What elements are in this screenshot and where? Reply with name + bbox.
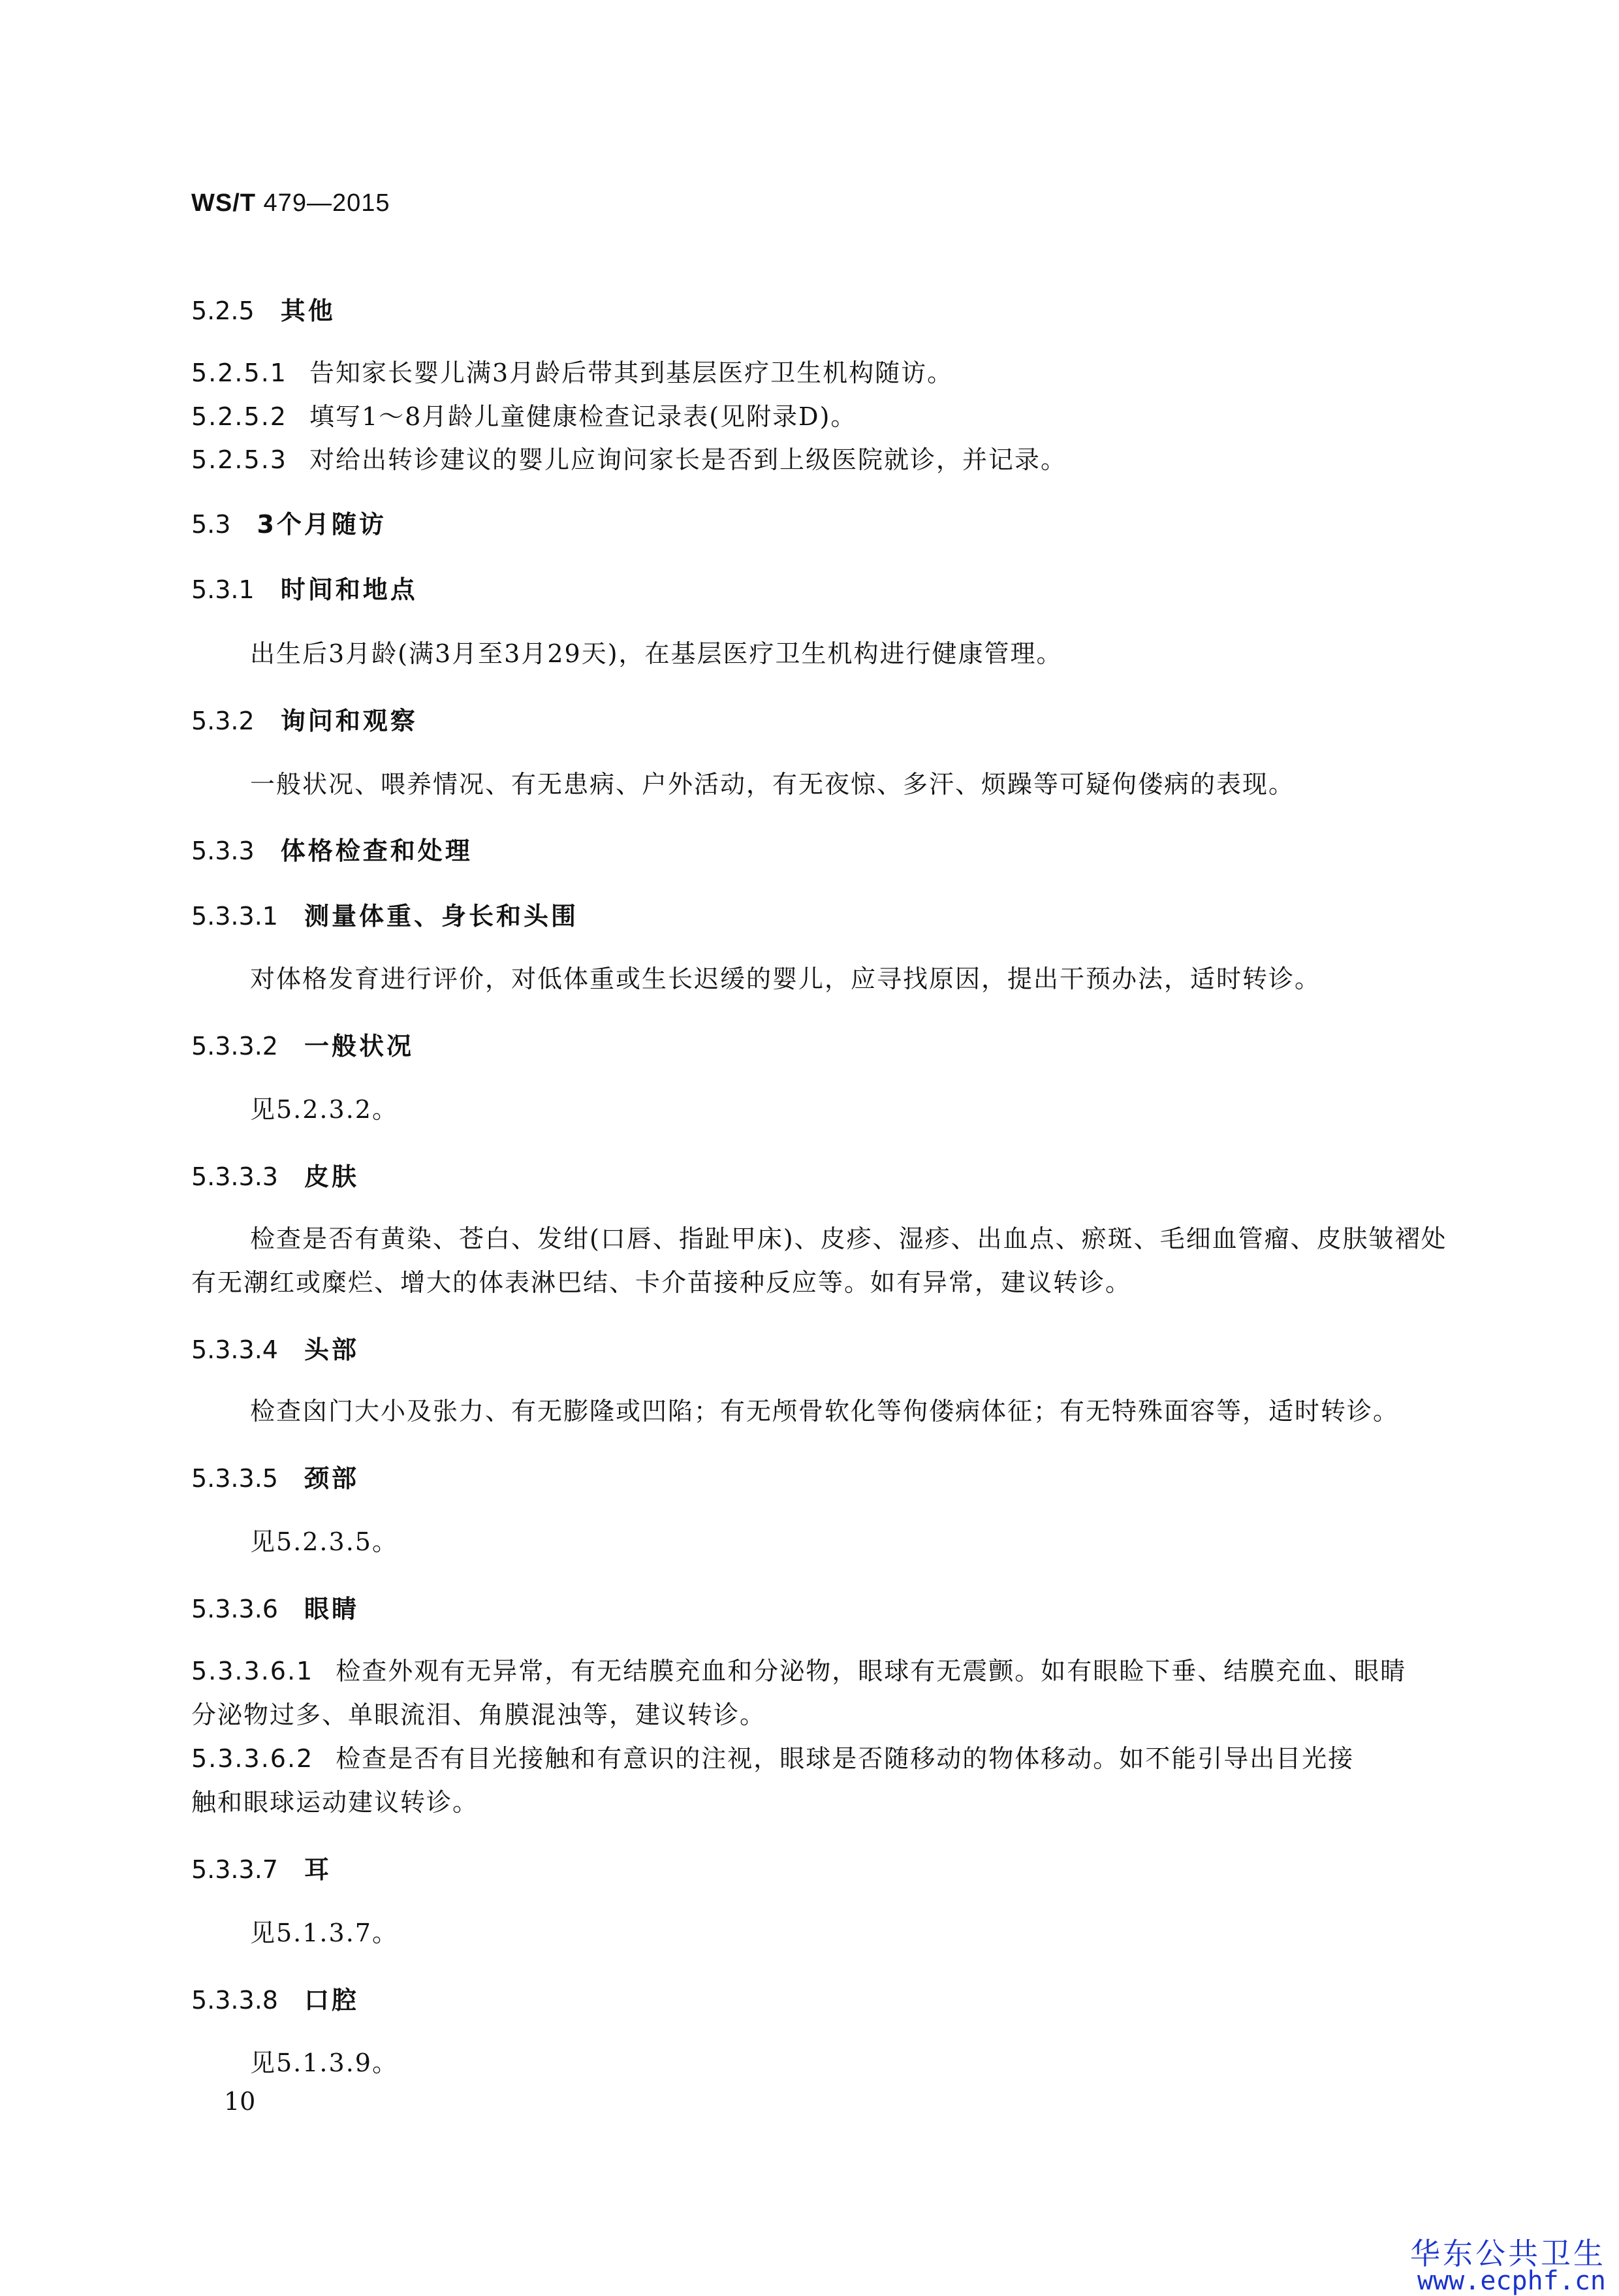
paragraph-5-3-3-2: 见5.2.3.2。 [250, 1095, 398, 1124]
paragraph-5-3-3-1: 对体格发育进行评价，对低体重或生长迟缓的婴儿，应寻找原因，提出干预办法，适时转诊。 [250, 965, 1321, 993]
heading-5-3-3-3: 5.3.3.3 皮肤 [191, 1162, 359, 1191]
watermark-name: 华东公共卫生 [1410, 2236, 1606, 2271]
clause-5-2-5-3: 5.2.5.3 对给出转诊建议的婴儿应询问家长是否到上级医院就诊，并记录。 [191, 445, 1067, 474]
paragraph-5-3-3-7: 见5.1.3.7。 [250, 1919, 398, 1947]
paragraph-5-3-3-8: 见5.1.3.9。 [250, 2049, 398, 2077]
heading-5-3-3-7: 5.3.3.7 耳 [191, 1855, 332, 1884]
heading-5-3-3-1: 5.3.3.1 测量体重、身长和头围 [191, 902, 578, 931]
heading-5-3-3-8: 5.3.3.8 口腔 [191, 1986, 359, 2015]
page-number: 10 [224, 2087, 256, 2116]
paragraph-5-3-3-4: 检查囟门大小及张力、有无膨隆或凹陷；有无颅骨软化等佝偻病体征；有无特殊面容等，适时转诊。 [250, 1397, 1400, 1426]
heading-5-3-3-6: 5.3.3.6 眼睛 [191, 1595, 359, 1623]
paragraph-5-3-3-5: 见5.2.3.5。 [250, 1527, 398, 1556]
paragraph-5-3-3-3-line1: 检查是否有黄染、苍白、发绀(口唇、指趾甲床)、皮疹、湿疹、出血点、瘀斑、毛细血管瘤、皮肤皱褶处 [250, 1224, 1447, 1253]
paragraph-5-3-3-3-line2: 有无潮红或糜烂、增大的体表淋巴结、卡介苗接种反应等。如有异常，建议转诊。 [191, 1268, 1132, 1297]
heading-5-3-3-5: 5.3.3.5 颈部 [191, 1464, 359, 1493]
standard-number: WS/T 479—2015 [191, 189, 390, 217]
clause-5-3-3-6-2-line1: 5.3.3.6.2 检查是否有目光接触和有意识的注视，眼球是否随移动的物体移动。如不能引导出目光接 [191, 1744, 1355, 1773]
heading-5-2-5: 5.2.5 其他 [191, 296, 336, 325]
heading-5-3-3: 5.3.3 体格检查和处理 [191, 837, 473, 865]
heading-5-3-1: 5.3.1 时间和地点 [191, 575, 418, 604]
watermark-url: www.ecphf.cn [1417, 2266, 1606, 2296]
heading-5-3-2: 5.3.2 询问和观察 [191, 707, 418, 735]
clause-5-3-3-6-1-line2: 分泌物过多、单眼流泪、角膜混浊等，建议转诊。 [191, 1700, 766, 1729]
clause-5-3-3-6-1-line1: 5.3.3.6.1 检查外观有无异常，有无结膜充血和分泌物，眼球有无震颤。如有眼睑下垂、结膜充血、眼睛 [191, 1657, 1407, 1685]
heading-5-3-3-4: 5.3.3.4 头部 [191, 1335, 359, 1364]
clause-5-2-5-2: 5.2.5.2 填写1～8月龄儿童健康检查记录表(见附录D)。 [191, 402, 857, 431]
clause-5-2-5-1: 5.2.5.1 告知家长婴儿满3月龄后带其到基层医疗卫生机构随访。 [191, 359, 954, 387]
paragraph-5-3-1: 出生后3月龄(满3月至3月29天)，在基层医疗卫生机构进行健康管理。 [250, 639, 1063, 668]
clause-5-3-3-6-2-line2: 触和眼球运动建议转诊。 [191, 1788, 479, 1817]
heading-5-3-3-2: 5.3.3.2 一般状况 [191, 1032, 414, 1060]
paragraph-5-3-2: 一般状况、喂养情况、有无患病、户外活动，有无夜惊、多汗、烦躁等可疑佝偻病的表现。 [250, 770, 1295, 799]
heading-5-3: 5.3 3个月随访 [191, 510, 386, 539]
